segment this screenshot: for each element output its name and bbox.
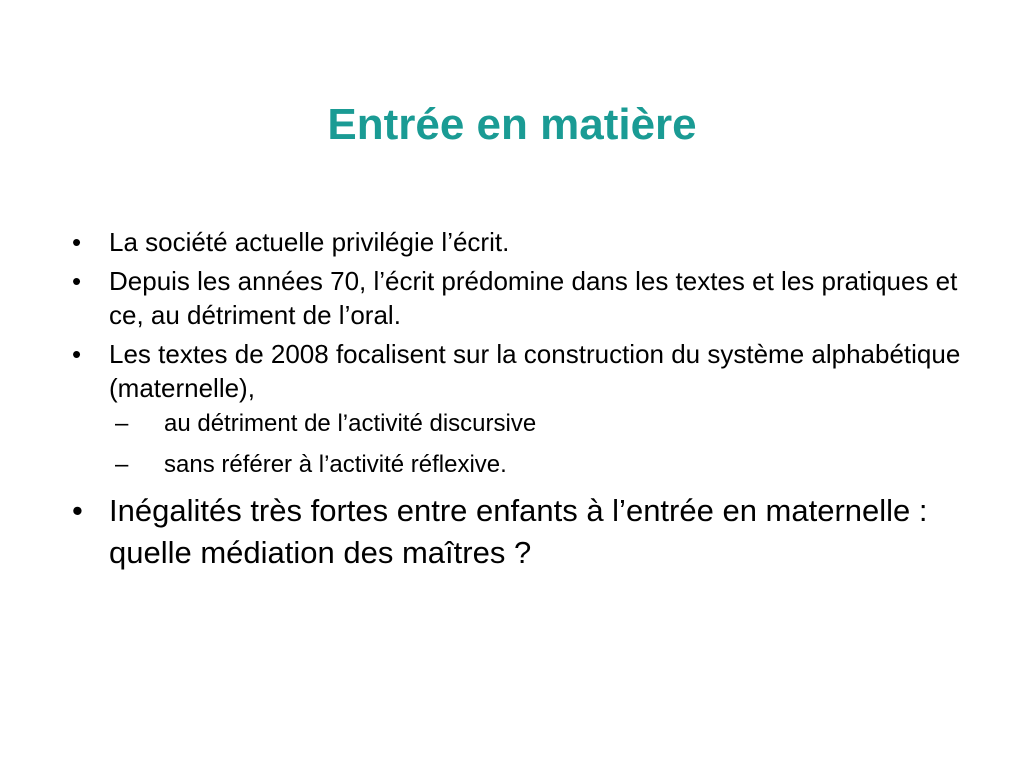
bullet-marker: •	[72, 227, 82, 257]
bullet-item	[72, 264, 962, 332]
bullet-item	[72, 337, 962, 481]
sub-bullet-item	[109, 408, 962, 440]
slide-title: Entrée en matière	[327, 100, 697, 149]
bullet-marker: •	[72, 266, 82, 296]
bullet-text: Les textes de 2008 focalisent sur la construction du système alphabétique (maternelle),	[109, 339, 961, 403]
bullet-list	[72, 225, 962, 579]
sub-bullet-text: sans référer à l’activité réflexive.	[164, 451, 507, 478]
sub-bullet-marker: –	[115, 410, 129, 437]
bullet-text: Depuis les années 70, l’écrit prédomine dans les textes et les pratiques et ce, au détriment de l’oral.	[109, 266, 958, 330]
bullet-item	[72, 490, 962, 574]
bullet-marker: •	[72, 339, 82, 369]
sub-bullet-text: au détriment de l’activité discursive	[164, 410, 537, 437]
bullet-text: La société actuelle privilégie l’écrit.	[109, 227, 510, 257]
bullet-text: Inégalités très fortes entre enfants à l’entrée en maternelle : quelle médiation des maîtres ?	[109, 493, 928, 570]
bullet-marker: •	[72, 493, 83, 528]
sub-bullet-list	[109, 408, 962, 481]
sub-bullet-marker: –	[115, 451, 129, 478]
bullet-item	[72, 225, 962, 259]
sub-bullet-item	[109, 449, 962, 481]
